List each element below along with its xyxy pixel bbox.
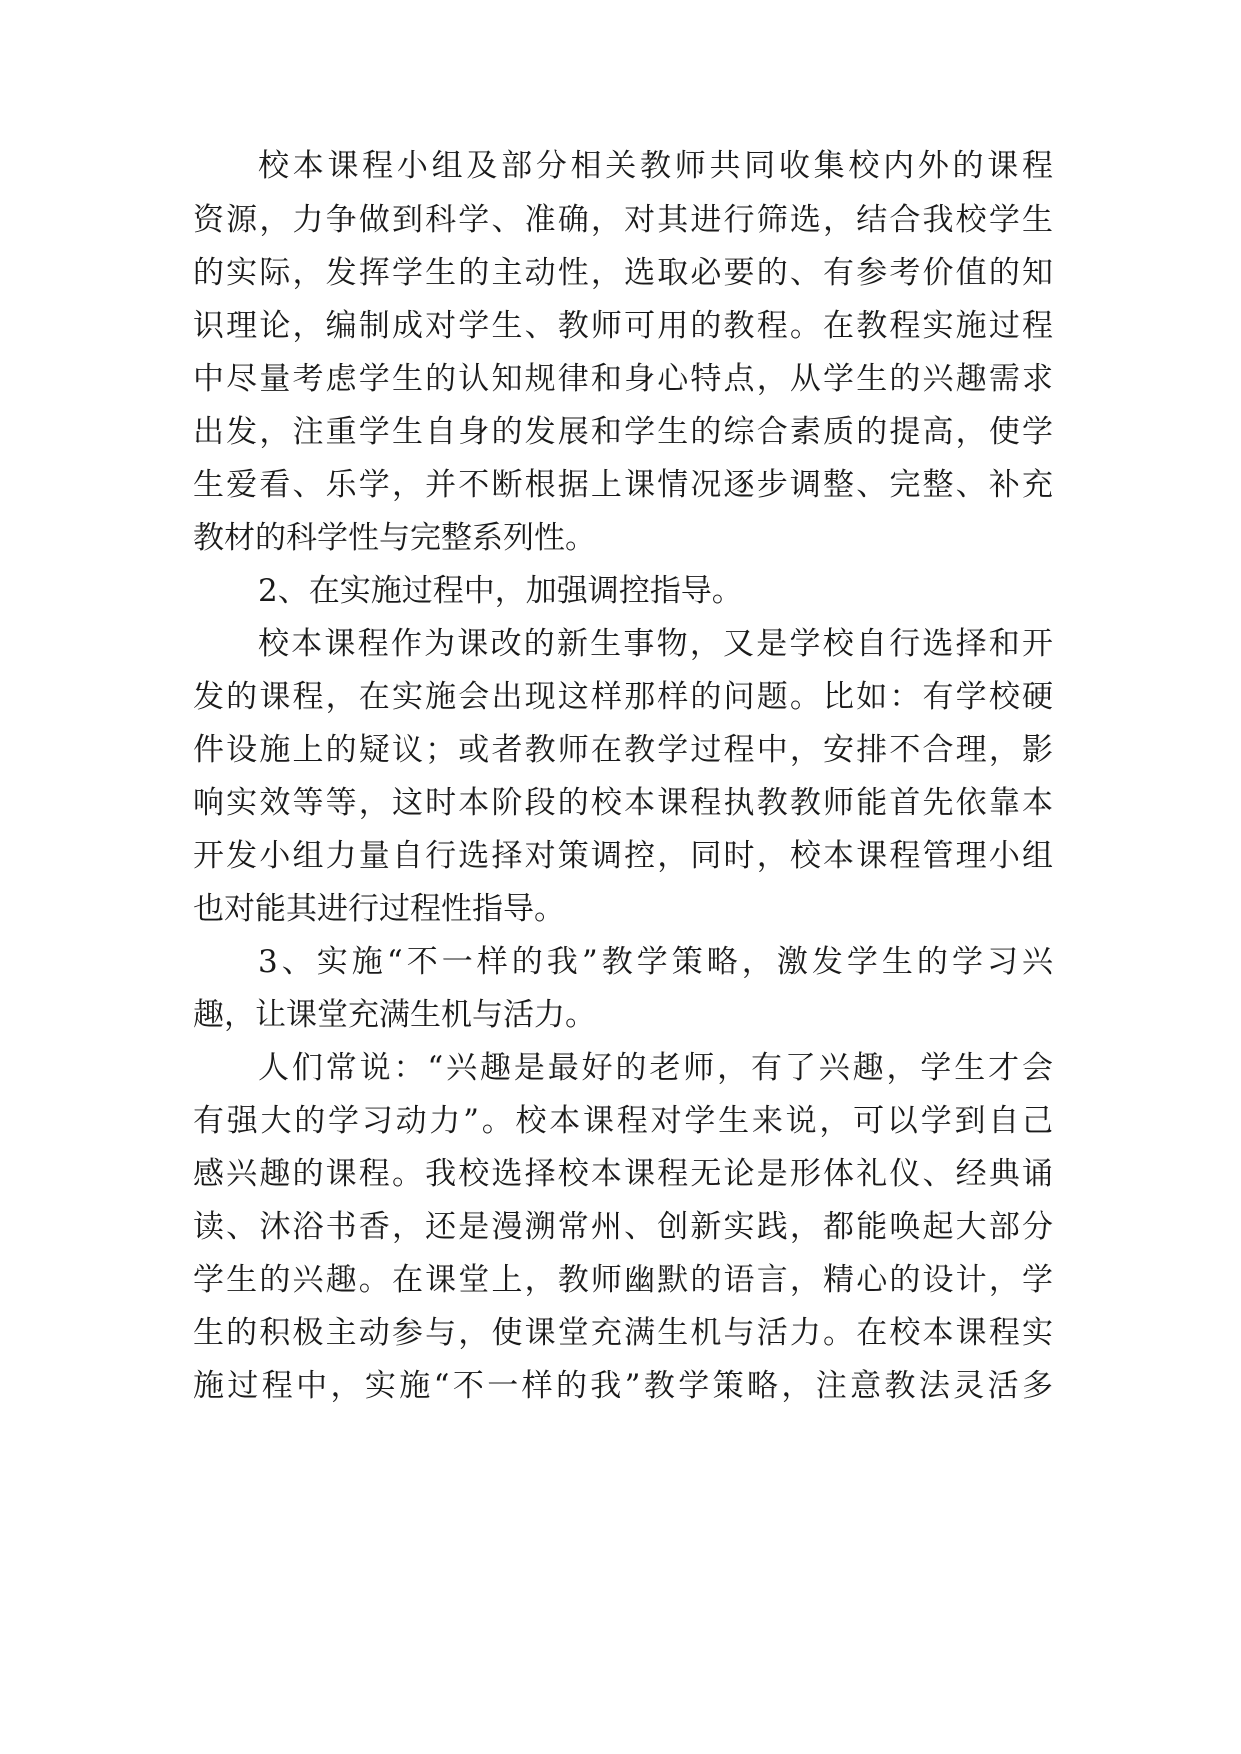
paragraph-line: 校本课程小组及部分相关教师共同收集校内外的课程	[258, 148, 1053, 184]
paragraph-line: 资源，力争做到科学、准确，对其进行筛选，结合我校学生	[193, 202, 1053, 238]
paragraph-line: 有强大的学习动力”。校本课程对学生来说，可以学到自己	[193, 1103, 1053, 1139]
paragraph-line: 生的积极主动参与，使课堂充满生机与活力。在校本课程实	[193, 1315, 1053, 1351]
paragraph-line: 件设施上的疑议；或者教师在教学过程中，安排不合理，影	[193, 732, 1053, 768]
paragraph-line: 读、沐浴书香，还是漫溯常州、创新实践，都能唤起大部分	[193, 1209, 1053, 1245]
paragraph-line: 中尽量考虑学生的认知规律和身心特点，从学生的兴趣需求	[193, 361, 1053, 397]
paragraph-line: 学生的兴趣。在课堂上，教师幽默的语言，精心的设计，学	[193, 1262, 1053, 1298]
paragraph-line: 生爱看、乐学，并不断根据上课情况逐步调整、完整、补充	[193, 467, 1053, 503]
paragraph-line: 教材的科学性与完整系列性。	[193, 520, 596, 556]
section-heading: 3、实施“不一样的我”教学策略，激发学生的学习兴	[258, 944, 1053, 980]
paragraph-line: 发的课程，在实施会出现这样那样的问题。比如：有学校硬	[193, 679, 1053, 715]
paragraph-line: 出发，注重学生自身的发展和学生的综合素质的提高，使学	[193, 414, 1053, 450]
paragraph-line: 人们常说：“兴趣是最好的老师，有了兴趣，学生才会	[258, 1050, 1053, 1086]
paragraph-line: 的实际，发挥学生的主动性，选取必要的、有参考价值的知	[193, 255, 1053, 291]
paragraph-line: 响实效等等，这时本阶段的校本课程执教教师能首先依靠本	[193, 785, 1053, 821]
section-heading: 2、在实施过程中，加强调控指导。	[258, 573, 743, 609]
section-heading: 趣，让课堂充满生机与活力。	[193, 997, 596, 1033]
paragraph-line: 识理论，编制成对学生、教师可用的教程。在教程实施过程	[193, 308, 1053, 344]
paragraph-line: 施过程中，实施“不一样的我”教学策略，注意教法灵活多	[193, 1368, 1053, 1404]
paragraph-line: 感兴趣的课程。我校选择校本课程无论是形体礼仪、经典诵	[193, 1156, 1053, 1192]
paragraph-line: 校本课程作为课改的新生事物，又是学校自行选择和开	[258, 626, 1053, 662]
paragraph-line: 开发小组力量自行选择对策调控，同时，校本课程管理小组	[193, 838, 1053, 874]
paragraph-line: 也对能其进行过程性指导。	[193, 891, 565, 927]
